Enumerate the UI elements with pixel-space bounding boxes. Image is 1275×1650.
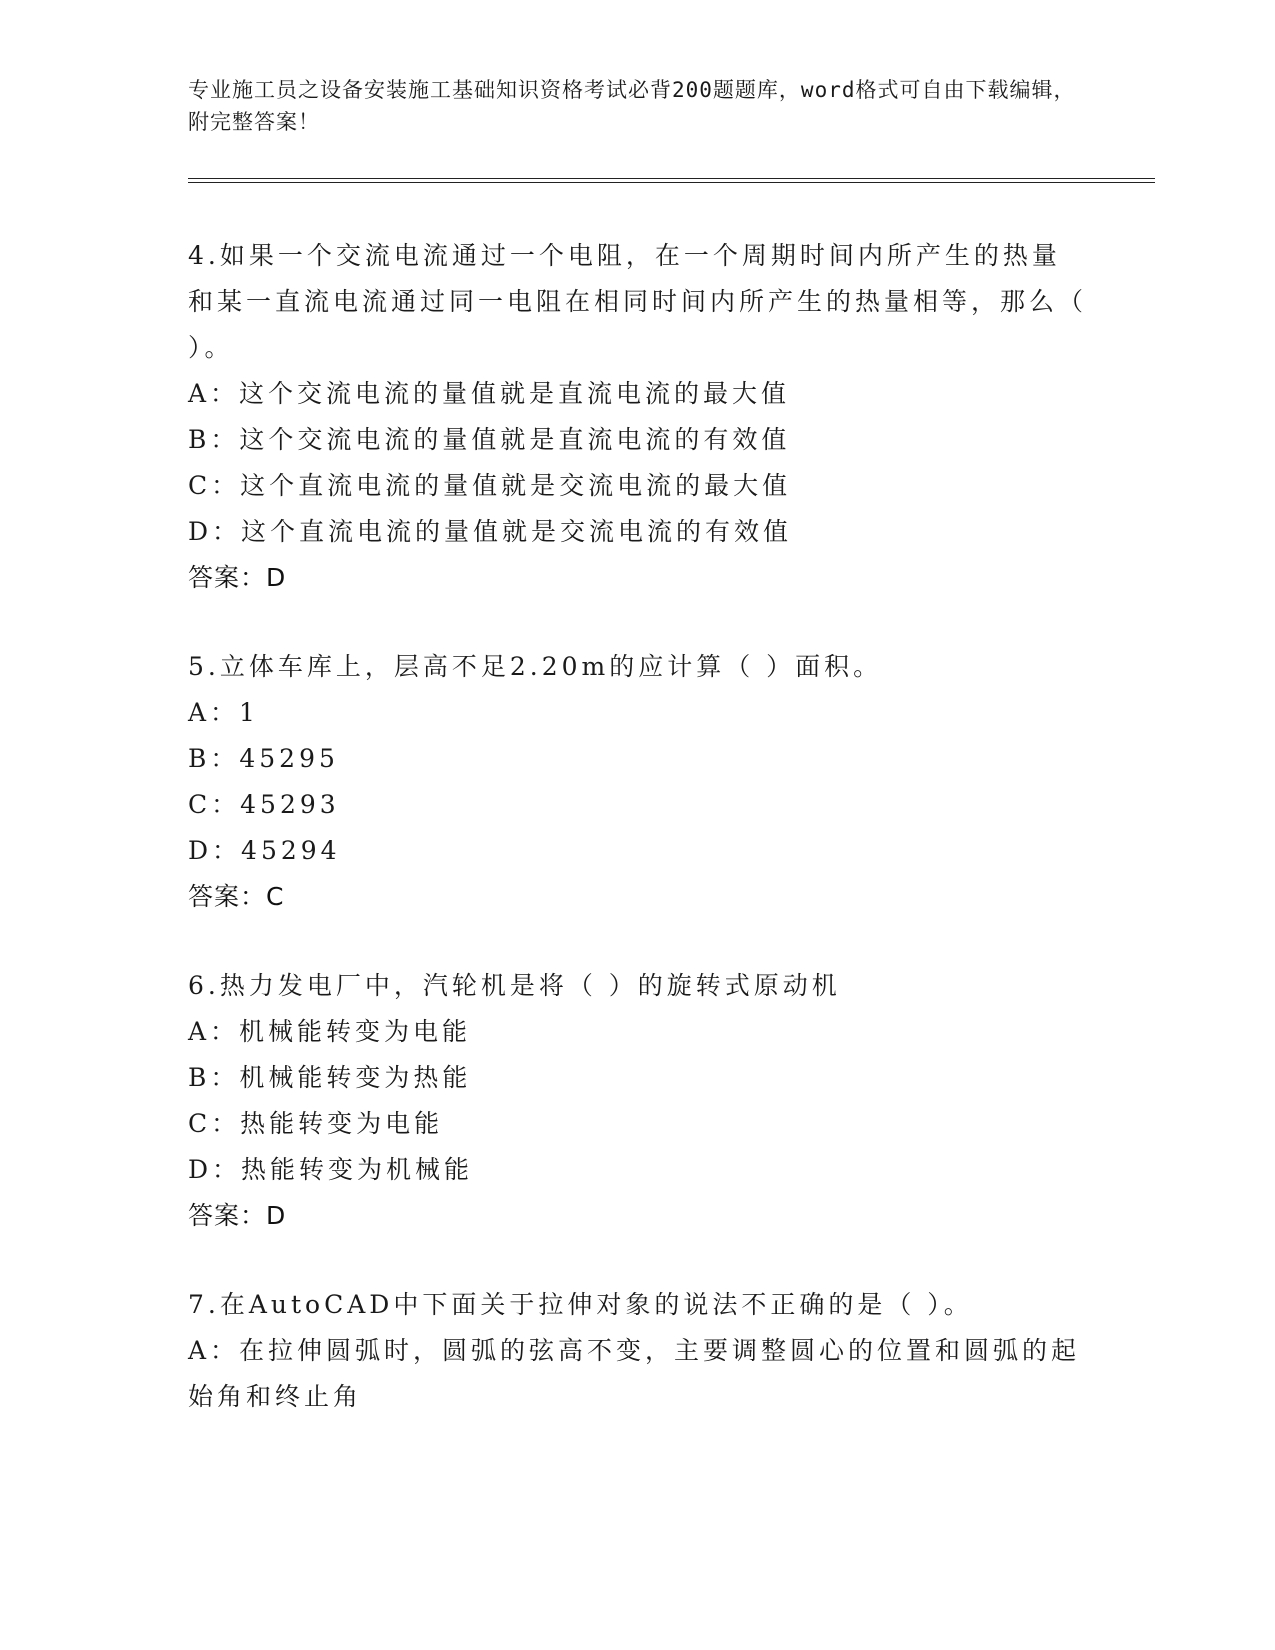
question-6 <box>188 963 1088 1239</box>
question-5 <box>188 644 1088 920</box>
question-stem: 7.在AutoCAD中下面关于拉伸对象的说法不正确的是（ ）。 <box>188 1290 973 1319</box>
question-4 <box>188 233 1088 601</box>
option-a: A：1 <box>188 698 259 727</box>
question-7 <box>188 1282 1088 1420</box>
document-header: 专业施工员之设备安装施工基础知识资格考试必背200题题库，word格式可自由下载编辑，附完整答案！ <box>188 78 1076 134</box>
option-a: A：机械能转变为电能 <box>188 1017 472 1046</box>
option-c: C：这个直流电流的量值就是交流电流的最大值 <box>188 471 792 500</box>
answer-label: 答案：D <box>188 1201 287 1230</box>
question-stem: 4.如果一个交流电流通过一个电阻，在一个周期时间内所产生的热量和某一直流电流通过同一电阻在相同时间内所产生的热量相等，那么（ ）。 <box>188 241 1088 362</box>
answer-label: 答案：D <box>188 563 287 592</box>
question-stem: 6.热力发电厂中，汽轮机是将（ ）的旋转式原动机 <box>188 971 841 1000</box>
option-d: D：这个直流电流的量值就是交流电流的有效值 <box>188 517 793 546</box>
option-b: B：这个交流电流的量值就是直流电流的有效值 <box>188 425 791 454</box>
option-b: B：机械能转变为热能 <box>188 1063 472 1092</box>
option-c: C：45293 <box>188 790 340 819</box>
option-a: A：这个交流电流的量值就是直流电流的最大值 <box>188 379 791 408</box>
option-d: D：45294 <box>188 836 341 865</box>
answer-label: 答案：C <box>188 882 285 911</box>
option-b: B：45295 <box>188 744 339 773</box>
option-c: C：热能转变为电能 <box>188 1109 444 1138</box>
option-a: A：在拉伸圆弧时，圆弧的弦高不变，主要调整圆心的位置和圆弧的起始角和终止角 <box>188 1336 1081 1411</box>
option-d: D：热能转变为机械能 <box>188 1155 474 1184</box>
question-stem: 5.立体车库上，层高不足2.20m的应计算（ ）面积。 <box>188 652 883 681</box>
header-divider <box>188 178 1155 183</box>
